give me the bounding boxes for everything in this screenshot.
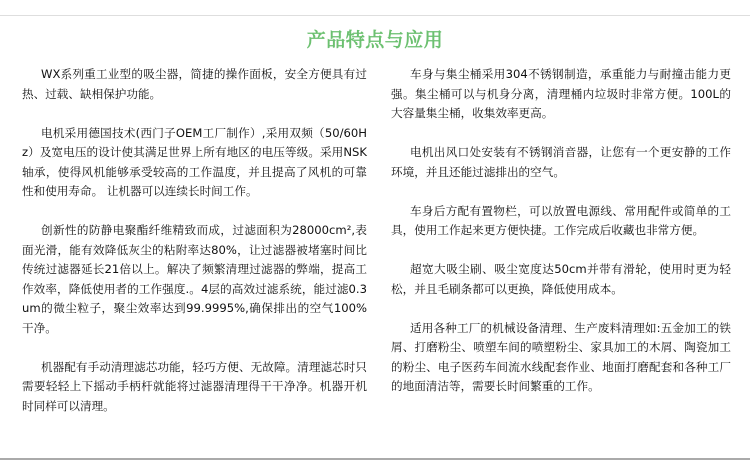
features-right-column <box>391 65 736 416</box>
feature-paragraph-stainless-body: 车身与集尘桶采用304不锈钢制造，承重能力与耐撞击能力更强。集尘桶可以与机身分离，清理桶内垃圾时非常方便。100L的大容量集尘桶，收集效率更高。 <box>391 67 731 120</box>
feature-paragraph-silencer: 电机出风口处安装有不锈钢消音器，让您有一个更安静的工作环境，并且还能过滤排出的空气。 <box>391 145 731 179</box>
feature-paragraph-applications: 适用各种工厂的机械设备清理、生产废料清理如:五金加工的铁屑、打磨粉尘、喷塑车间的喷塑粉尘、家具加工的木屑、陶瓷加工的粉尘、电子医药车间流水线配套作业、地面打磨配套和各种工厂的地面清洁等，需要长时间繁重的工作。 <box>391 320 731 393</box>
features-left-column <box>22 65 367 436</box>
top-divider <box>0 15 750 16</box>
bottom-divider <box>0 458 750 460</box>
feature-paragraph-motor: 电机采用德国技术(西门子OEM工厂制作）,采用双频（50/60Hz）及宽电压的设计使其满足世界上所有地区的电压等级。采用NSK轴承，使得风机能够承受较高的工作温度，并且提高了风机的可靠性和使用寿命。 让机器可以连续长时间工作。 <box>22 125 367 198</box>
feature-paragraph-control-panel: WX系列重工业型的吸尘器，简捷的操作面板，安全方便具有过热、过载、缺相保护功能。 <box>22 67 367 101</box>
feature-paragraph-wide-brush: 超宽大吸尘刷、吸尘宽度达50cm并带有滑轮，使用时更为轻松，并且毛刷条都可以更换，降低使用成本。 <box>391 262 731 296</box>
feature-paragraph-filter-cleaning: 机器配有手动清理滤芯功能，轻巧方便、无故障。清理滤芯时只需要轻轻上下摇动手柄杆就能将过滤器清理得干干净净。机器开机时同样可以清理。 <box>22 359 367 413</box>
feature-paragraph-storage-rack: 车身后方配有置物栏，可以放置电源线、常用配件或简单的工具，使用工作起来更方便快捷。工作完成后收藏也非常方便。 <box>391 203 731 237</box>
section-title: 产品特点与应用 <box>306 29 444 51</box>
feature-paragraph-filter: 创新性的防静电聚酯纤维精致而成，过滤面积为28000cm²,表面光滑，能有效降低灰尘的粘附率达80%，让过滤器被堵塞时间比传统过滤器延长21倍以上。解决了频繁清理过滤器的弊端，提高工作效率，降低使用者的工作强度.。4层的高效过滤系统，能过滤0.3um的微尘粒子，聚尘效率达到99.9995%,确保排出的空气100%干净。 <box>22 223 367 335</box>
